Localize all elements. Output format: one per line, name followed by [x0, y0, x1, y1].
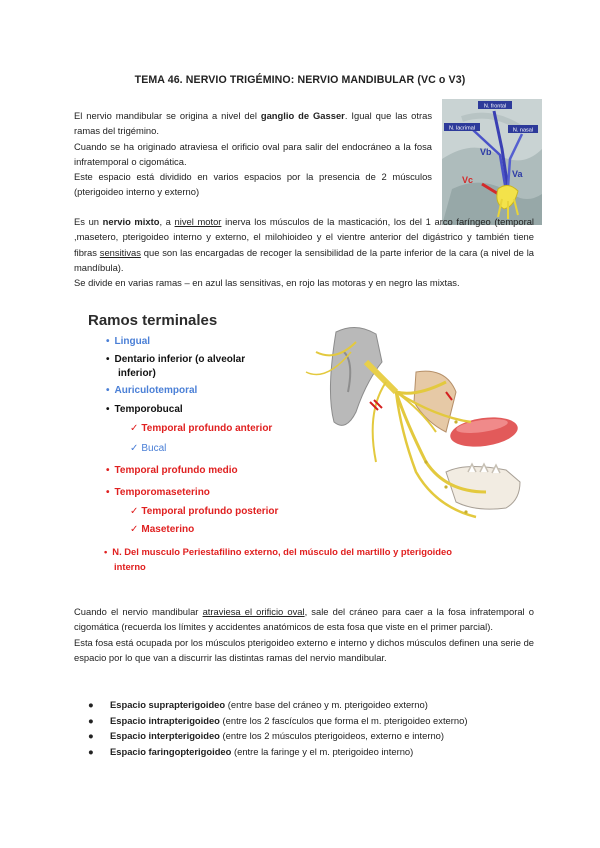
ramo-temporal-profundo-medio: • Temporal profundo medio	[106, 465, 238, 476]
ramo-auriculotemporal: • Auriculotemporal	[106, 385, 198, 396]
intro-line-2: Cuando se ha originado atraviesa el orificio oval para salir del endocráneo a la fosa infratemporal o cigomática.	[74, 140, 432, 167]
trigeminal-illustration	[442, 99, 542, 225]
trigeminal-figure	[442, 99, 542, 225]
ramo-temporomaseterino: • Temporomaseterino	[106, 487, 210, 498]
ramo-periestafilino: • N. Del musculo Periestafilino externo, del músculo del martillo y pterigoideo	[104, 546, 452, 557]
label-n-nasal: N. nasal	[512, 127, 534, 134]
nivel-motor-term: nivel motor	[174, 216, 222, 227]
para2-line	[74, 214, 534, 275]
ramo-temporobucal: • Temporobucal	[106, 404, 183, 415]
para2-divide-line: Se divide en varias ramas – en azul las sensitivas, en rojo las motoras y en negro las mixtas.	[74, 277, 460, 289]
sensitivas-term: sensitivas	[99, 246, 141, 258]
intro-line-3: Este espacio está dividido en varios espacios por la presencia de 2 músculos (pterigoideo interno y externo)	[74, 171, 432, 198]
text: que son las encargadas de recoger la sensibilidad de la parte inferior de la cara (a nivel de la mandíbula).	[74, 246, 535, 273]
ramo-lingual: • Lingual	[106, 336, 151, 347]
ramo-temporal-profundo-anterior: ✓ Temporal profundo anterior	[130, 423, 273, 434]
ramos-title: Ramos terminales	[88, 312, 218, 329]
ramo-temporal-profundo-posterior: ✓ Temporal profundo posterior	[130, 506, 279, 517]
text: Es un	[74, 216, 103, 227]
orificio-oval-paragraph	[74, 604, 534, 665]
intro-line-1	[74, 108, 432, 139]
label-va: Va	[512, 169, 523, 179]
ramo-maseterino: ✓ Maseterino	[130, 524, 195, 535]
ramos-terminales-figure	[84, 312, 534, 580]
ganglio-gasser-term: ganglio de Gasser	[260, 110, 345, 121]
nervio-mixto-paragraph	[74, 214, 534, 290]
list-item: ● Espacio intrapterigoideo (entre los 2 fascículos que forma el m. pterigoideo externo)	[88, 714, 468, 726]
list-item: ● Espacio interpterigoideo (entre los 2 músculos pterigoideos, externo e interno)	[88, 730, 444, 742]
para3-fosa-line: Esta fosa está ocupada por los músculos pterigoideo externo e interno y dichos músculos definen una serie de espacio por lo que van a discurrir las distintas ramas del nervio mandibular.	[74, 636, 534, 663]
label-vc: Vc	[462, 175, 474, 185]
ramo-dentario-inferior: • Dentario inferior (o alveolar	[106, 354, 246, 365]
intro-paragraph	[74, 108, 432, 200]
label-n-frontal: N. frontal	[483, 103, 507, 110]
intro-text: El nervio mandibular se origina a nivel del	[74, 110, 261, 121]
ramo-periestafilino-cont: interno	[114, 561, 146, 572]
page-title: TEMA 46. NERVIO TRIGÉMINO: NERVIO MANDIBULAR (VC o V3)	[134, 74, 466, 86]
list-item: ● Espacio suprapterigoideo (entre base del cráneo y m. pterigoideo externo)	[88, 699, 428, 710]
orificio-oval-term: atraviesa el orificio oval	[202, 606, 305, 617]
intro-text: . Igual que las otras ramas del trigémino.	[74, 110, 433, 137]
mandibular-nerve-illustration	[296, 322, 534, 532]
label-vb: Vb	[480, 147, 492, 157]
nervio-mixto-term: nervio mixto	[102, 216, 160, 227]
list-item: ● Espacio faringopterigoideo (entre la faringe y el m. pterigoideo interno)	[88, 745, 414, 757]
text: inerva los músculos de la masticación, los del 1 arco faríngeo (temporal ,masetero, pterigoideo interno y externo, el milohioideo y el vientre anterior del digástrico y también tiene fibras	[74, 216, 534, 258]
espacios-list	[88, 697, 538, 759]
label-n-lacrimal: N. lacrimal	[449, 125, 475, 132]
text: , a	[159, 216, 175, 227]
ramo-dentario-inferior-cont: inferior)	[118, 368, 156, 379]
para3-line: Cuando el nervio mandibular atraviesa el orificio oval, sale del cráneo para caer a la fosa infratemporal o cigomática (recuerda los límites y accidentes anatómicos de esta fosa que viste en el primer parcial).	[74, 606, 534, 633]
ramo-bucal: ✓ Bucal	[130, 443, 167, 454]
